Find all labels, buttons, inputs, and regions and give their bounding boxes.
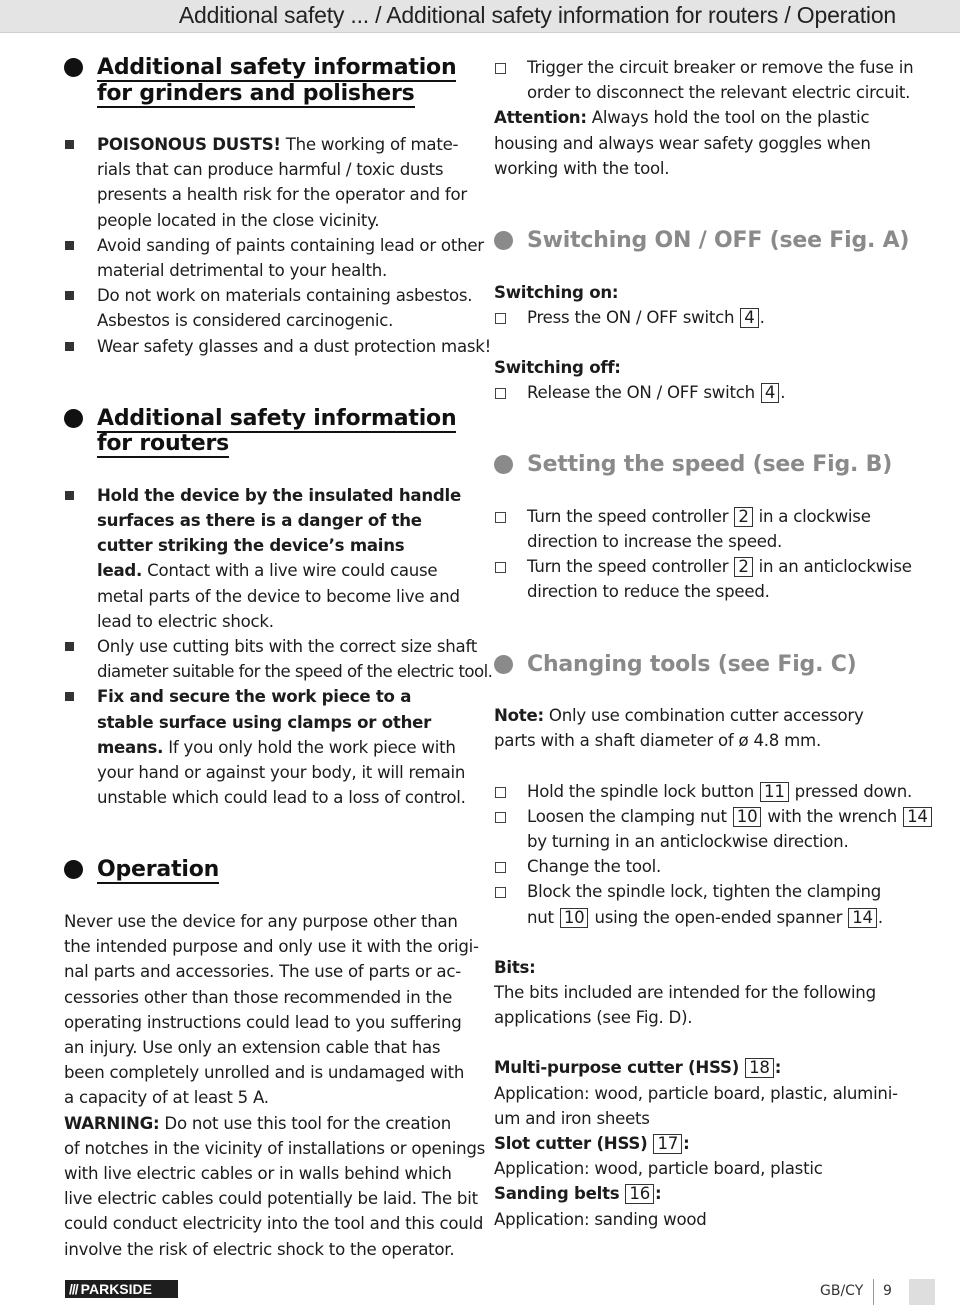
step-item: Turn the speed controller 2 in an anticlockwise direction to reduce the speed. xyxy=(494,554,904,604)
part-number: 11 xyxy=(760,782,789,802)
routers-heading-line1: Additional safety information xyxy=(97,405,457,431)
switching-off-label: Switching off: xyxy=(494,357,621,377)
part-number: 18 xyxy=(745,1058,774,1078)
list-item: Hold the device by the insulated handle surfaces as there is a danger of the cutter striking the device’s mains lead. Contact with a live wire could cause metal parts of the device to become live and lead to electric shock. xyxy=(64,483,474,634)
heading-bullet-icon xyxy=(494,455,513,474)
step-item: Trigger the circuit breaker or remove the fuse in order to disconnect the relevant electric circuit. xyxy=(494,55,904,105)
checkbox-bullet-icon xyxy=(495,388,506,399)
note-label: Note: xyxy=(494,706,544,726)
parkside-logo: /// PARKSIDE xyxy=(65,1280,178,1298)
logo-stripes-icon: /// xyxy=(69,1281,78,1297)
checkbox-bullet-icon xyxy=(495,787,506,798)
step-item: Turn the speed controller 2 in a clockwise direction to increase the speed. xyxy=(494,504,904,554)
running-header-title: Additional safety ... / Additional safety information for routers / Operation xyxy=(178,2,896,28)
page-number: 9 xyxy=(883,1283,892,1299)
list-item: Wear safety glasses and a dust protection mask! xyxy=(64,334,474,359)
checkbox-bullet-icon xyxy=(495,887,506,898)
step-item: Release the ON / OFF switch 4 . xyxy=(494,380,904,405)
operation-body: Never use the device for any purpose other than the intended purpose and only use it with the origi- nal parts and accessories. The use of parts or ac- cessories other than those recommended in the operating instructions could lead to you suffering an injury. Use only an extension cable that has been completely unrolled and is undamaged with a capacity of at least 5 A. WARNING: Do not use this tool for the creation of notches in the vicinity of installations or openings with live electric cables or in walls behind which live electric cables could potentially be laid. The bit could conduct electricity into the tool and this could involve the risk of electric shock to the operator. xyxy=(64,911,486,1259)
checkbox-bullet-icon xyxy=(495,862,506,873)
part-number: 14 xyxy=(903,807,932,827)
page-header xyxy=(0,0,960,33)
list-item: Do not work on materials containing asbestos. Asbestos is considered carcinogenic. xyxy=(64,283,474,333)
square-bullet-icon xyxy=(65,291,74,300)
square-bullet-icon xyxy=(65,140,74,149)
part-number: 17 xyxy=(653,1134,682,1154)
footer-divider xyxy=(873,1279,874,1305)
heading-bullet-icon xyxy=(64,58,83,77)
bits-label: Bits: xyxy=(494,957,536,977)
sanding-belts-label: Sanding belts xyxy=(494,1184,620,1204)
routers-heading-line2: for routers xyxy=(97,431,230,457)
switching-heading: Switching ON / OFF (see Fig. A) xyxy=(494,228,904,254)
tools-heading: Changing tools (see Fig. C) xyxy=(494,652,904,678)
multi-cutter-label: Multi-purpose cutter (HSS) xyxy=(494,1058,740,1078)
checkbox-bullet-icon xyxy=(495,313,506,324)
language-code: GB/CY xyxy=(820,1283,864,1299)
square-bullet-icon xyxy=(65,241,74,250)
right-column: Trigger the circuit breaker or remove the fuse in order to disconnect the relevant electric circuit. Attention: Always hold the tool on the plastic housing and always wear safety goggles when working with the tool. Switching ON / OFF (see Fig. A) Switching on: Press the ON / OFF switch 4 . Switching off: Release the ON / OFF switch 4 . Setting the speed (see Fig. B) Turn the speed controller 2 in a clockwise direction to increase the speed. Turn the speed controller 2 in an anticlockwise direction to reduce the speed. Changing tools (see Fig. C) Note: Only use combination cutter accessory parts with a shaft diameter of ø 4.8 mm. Hold the spindle lock button 11 pressed down. Loosen the clamping nut 10 with the wrench 14 by turning in an anticlockwise direction. Change the tool. Block the spindle lock, tighten the clamping nut 10 using the open-ended spanner 14 . Bits: The bits included are intended for the following applications (see Fig. D). Multi-purpose cutter (HSS) 18 : Application: wood, particle board, plastic, alumini- um and iron sheets Slot cutter (HSS) 17 : Application: wood, particle board, plastic Sanding belts 16 : Application: sanding wood xyxy=(494,55,904,1232)
slot-cutter-label: Slot cutter (HSS) xyxy=(494,1133,648,1153)
warning-label: WARNING: xyxy=(64,1113,160,1133)
heading-bullet-icon xyxy=(494,655,513,674)
routers-heading xyxy=(64,406,474,457)
list-item: Only use cutting bits with the correct size shaft diameter suitable for the speed of the electric tool. xyxy=(64,634,474,684)
step-item: Hold the spindle lock button 11 pressed down. xyxy=(494,779,904,804)
list-item: POISONOUS DUSTS! The working of mate- rials that can produce harmful / toxic dusts presents a health risk for the operator and for people located in the close vicinity. xyxy=(64,132,474,233)
speed-heading: Setting the speed (see Fig. B) xyxy=(494,452,904,478)
step-item: Block the spindle lock, tighten the clamping nut 10 using the open-ended spanner 14 . xyxy=(494,879,904,929)
list-item: Avoid sanding of paints containing lead or other material detrimental to your health. xyxy=(64,233,474,283)
part-number: 2 xyxy=(734,557,752,577)
part-number: 4 xyxy=(761,383,779,403)
heading-bullet-icon xyxy=(64,860,83,879)
attention-label: Attention: xyxy=(494,108,587,128)
switching-on-label: Switching on: xyxy=(494,282,619,302)
step-item: Change the tool. xyxy=(494,854,904,879)
part-number: 2 xyxy=(734,507,752,527)
operation-heading: Operation xyxy=(64,857,474,883)
heading-bullet-icon xyxy=(64,409,83,428)
grinders-heading xyxy=(64,55,474,106)
square-bullet-icon xyxy=(65,491,74,500)
square-bullet-icon xyxy=(65,342,74,351)
square-bullet-icon xyxy=(65,692,74,701)
checkbox-bullet-icon xyxy=(495,562,506,573)
checkbox-bullet-icon xyxy=(495,512,506,523)
grinders-heading-line1: Additional safety information xyxy=(97,55,457,80)
step-item: Loosen the clamping nut 10 with the wrench 14 by turning in an anticlockwise direction. xyxy=(494,804,904,854)
part-number: 10 xyxy=(560,908,589,928)
part-number: 14 xyxy=(848,908,877,928)
checkbox-bullet-icon xyxy=(495,63,506,74)
part-number: 10 xyxy=(733,807,762,827)
part-number: 16 xyxy=(625,1184,654,1204)
heading-bullet-icon xyxy=(494,231,513,250)
step-item: Press the ON / OFF switch 4 . xyxy=(494,305,904,330)
grinders-heading-line2: for grinders and polishers xyxy=(97,80,415,106)
part-number: 4 xyxy=(740,308,758,328)
left-column xyxy=(64,55,493,1262)
checkbox-bullet-icon xyxy=(495,812,506,823)
footer-tab-marker xyxy=(909,1279,935,1305)
list-item: Fix and secure the work piece to a stable surface using clamps or other means. If you only hold the work piece with your hand or against your body, it will remain unstable which could lead to a loss of control. xyxy=(64,684,474,810)
square-bullet-icon xyxy=(65,642,74,651)
